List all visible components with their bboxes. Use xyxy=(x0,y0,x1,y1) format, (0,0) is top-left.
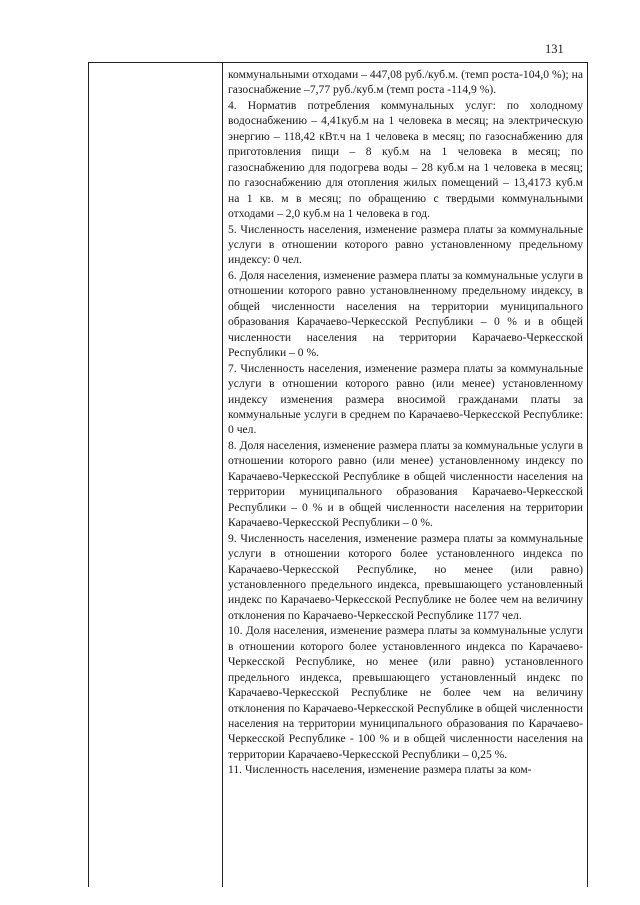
paragraph-item-8: 8. Доля населения, изменение размера платы за коммунальные услуги в отношении которого равно (или менее) установленному индексу по Карачаево-Черкесской Республике в общей численности населения на территории муниципального образования Карачаево-Черкесской Республики – 0 % и в общей численности населения на территории Карачаево-Черкесской Республики – 0 %. xyxy=(228,438,583,530)
paragraph-item-6: 6. Доля населения, изменение размера платы за коммунальные услуги в отношении которого равно установлненному предельному индексу, в общей численности населения на территории муниципального образования Карачаево-Черкесской Республики – 0 % и в общей численности населения на территории Карачаево-Черкесской Республики – 0 %. xyxy=(228,268,583,360)
paragraph-item-11: 11. Численность населения, изменение размера платы за ком- xyxy=(228,763,532,777)
paragraph-item-10: 10. Доля населения, изменение размера платы за коммунальные услуги в отношении которого более установленного индекса по Карачаево-Черкесской Республике, но менее (или равно) установленного предельного индекса, превышающего установленный индекс по Карачаево-Черкесской Республике не более чем на величину отклонения по Карачаево-Черкесской Республике в общей численности населения на территории муниципального образования по Карачаево-Черкесской Республике - 100 % и в общей численности населения на территории Карачаево-Черкесской Республики – 0,25 %. xyxy=(228,624,583,761)
page-number: 131 xyxy=(545,42,564,56)
table-left-cell xyxy=(89,63,223,887)
paragraph-item-5: 5. Численность населения, изменение размера платы за коммунальные услуги в отношении которого равно установленному предельному индексу: 0 чел. xyxy=(228,222,583,267)
paragraph-item-4: 4. Норматив потребления коммунальных услуг: по холодному водоснабжению – 4,41куб.м на 1 человека в месяц; на электрическую энергию – 118,42 кВт.ч на 1 человека в месяц; по газоснабжению для приготовления пищи – 8 куб.м на 1 человека в месяц; по газоснабжению для подогрева воды – 28 куб.м на 1 человека в месяц; по газоснабжению для отопления жилых помещений – 13,4173 куб.м на 1 кв. м в месяц; по обращению с твердыми коммунальными отходами – 2,0 куб.м на 1 человека в год. xyxy=(228,98,583,221)
document-table xyxy=(88,62,588,887)
table-right-cell xyxy=(223,63,587,778)
paragraph-item-9: 9. Численность населения, изменение размера платы за коммунальные услуги в отношении которого более установленного индекса по Карачаево-Черкесской Республике, но менее (или равно) установленного предельного индекса, превышающего установленный индекс по Карачаево-Черкесской Республике не более чем на величину отклонения по Карачаево-Черкесской Республике 1177 чел. xyxy=(228,531,583,622)
paragraph-continuation: коммунальными отходами – 447,08 руб./куб.м. (темп роста-104,0 %); на газоснабжение –7,77 руб./куб.м (темп роста -114,9 %). xyxy=(228,68,583,97)
paragraph-item-7: 7. Численность населения, изменение размера платы за коммунальные услуги в отношении которого равно (или менее) установленному индексу изменения размера вносимой гражданами платы за коммунальные услуги в среднем по Карачаево-Черкесской Республике: 0 чел. xyxy=(228,361,583,437)
